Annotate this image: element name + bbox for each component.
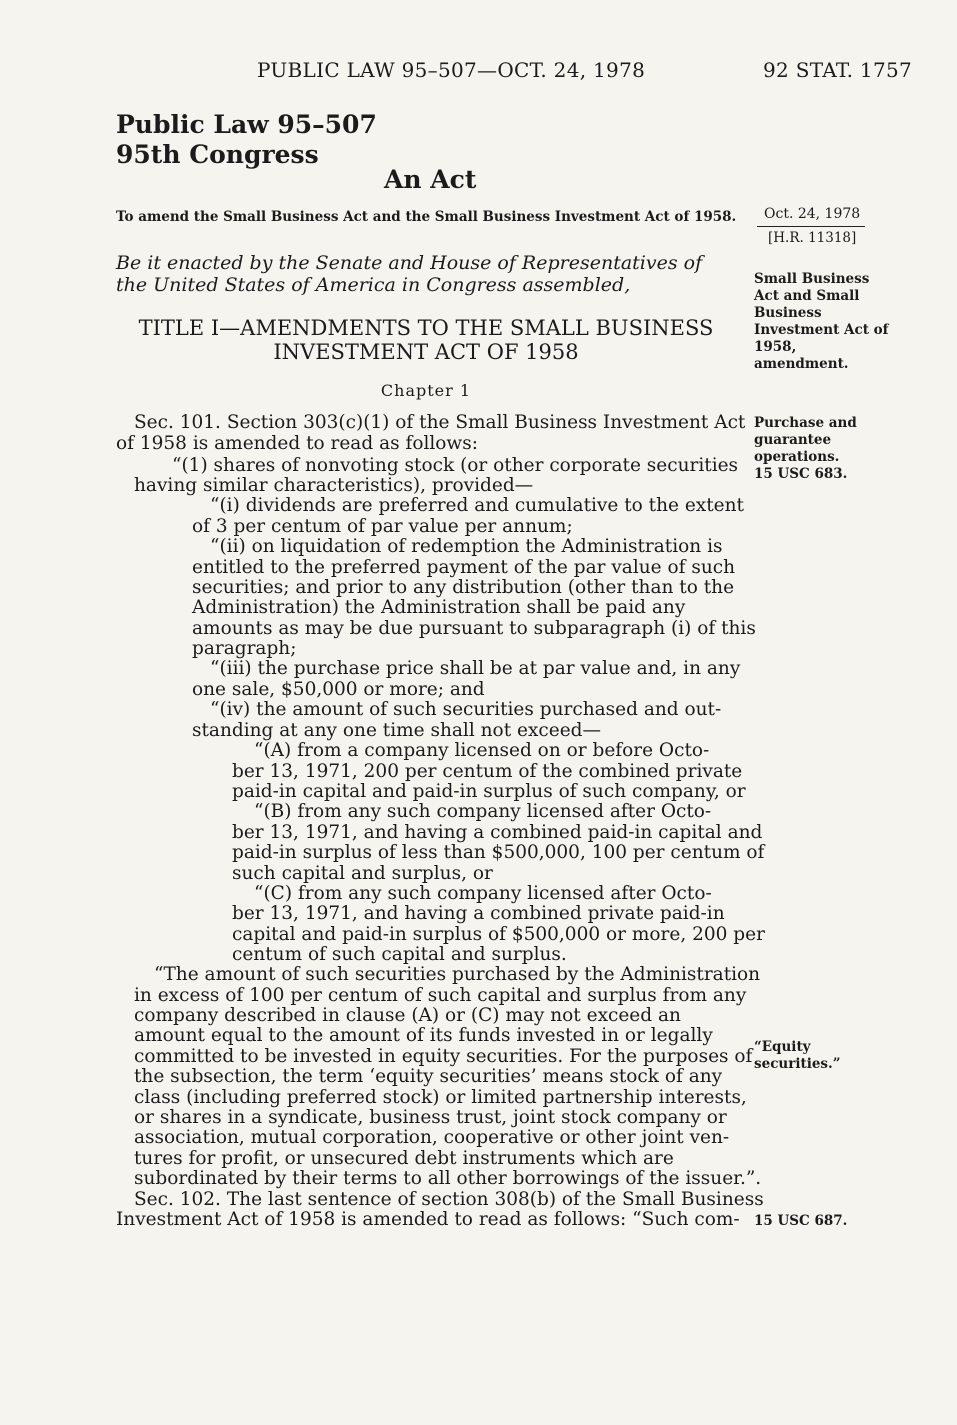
body-line: subordinated by their terms to all other borrowings of the issuer.”. bbox=[134, 1168, 762, 1189]
running-header: PUBLIC LAW 95–507—OCT. 24, 1978 bbox=[257, 58, 646, 82]
body-line: “(C) from any such company licensed after Octo- bbox=[254, 883, 712, 904]
margin-date: Oct. 24, 1978 bbox=[764, 206, 861, 222]
body-line: standing at any one time shall not exceed— bbox=[192, 720, 601, 741]
body-line: tures for profit, or unsecured debt instruments which are bbox=[134, 1148, 674, 1169]
margin-note-purchase bbox=[754, 415, 857, 483]
body-line: “(ii) on liquidation of redemption the Administration is bbox=[210, 536, 723, 557]
body-line: Administration) the Administration shall be paid any bbox=[192, 597, 686, 618]
act-heading: An Act bbox=[384, 165, 477, 194]
body-line: of 1958 is amended to read as follows: bbox=[116, 433, 478, 454]
chapter-heading: Chapter 1 bbox=[380, 381, 472, 400]
body-line: one sale, $50,000 or more; and bbox=[192, 679, 485, 700]
act-purpose: To amend the Small Business Act and the Small Business Investment Act of 1958. bbox=[116, 209, 737, 225]
body-line: in excess of 100 per centum of such capital and surplus from any bbox=[134, 985, 747, 1006]
enacting-clause: Be it enacted by the Senate and House of Representatives of the United States of America in Congress assembled, bbox=[116, 252, 703, 296]
body-line: amounts as may be due pursuant to subparagraph (i) of this bbox=[192, 618, 756, 639]
body-line: “(i) dividends are preferred and cumulative to the extent bbox=[210, 495, 744, 516]
body-line: company described in clause (A) or (C) may not exceed an bbox=[134, 1005, 681, 1026]
body-line: ber 13, 1971, and having a combined paid-in capital and bbox=[232, 822, 763, 843]
margin-note-line: amendment. bbox=[754, 356, 849, 372]
margin-bill-number: [H.R. 11318] bbox=[768, 230, 857, 246]
stat-reference: 92 STAT. 1757 bbox=[763, 58, 913, 82]
body-line: paid-in capital and paid-in surplus of such company, or bbox=[232, 781, 746, 802]
body-line: entitled to the preferred payment of the par value of such bbox=[192, 557, 736, 578]
law-number: Public Law 95–507 bbox=[116, 110, 377, 139]
body-line: the subsection, the term ‘equity securities’ means stock of any bbox=[134, 1066, 723, 1087]
margin-note-line: securities.” bbox=[754, 1056, 841, 1072]
margin-rule bbox=[757, 226, 865, 227]
body-line: Investment Act of 1958 is amended to read as follows: “Such com- bbox=[116, 1209, 740, 1230]
body-line: “(iv) the amount of such securities purchased and out- bbox=[210, 699, 722, 720]
body-line: ber 13, 1971, 200 per centum of the combined private bbox=[232, 761, 743, 782]
margin-note-line: Purchase and bbox=[754, 415, 857, 431]
margin-note-line: 1958, bbox=[754, 339, 797, 355]
body-line: ber 13, 1971, and having a combined private paid-in bbox=[232, 903, 725, 924]
body-line: capital and paid-in surplus of $500,000 or more, 200 per bbox=[232, 924, 765, 945]
body-line: “The amount of such securities purchased by the Administration bbox=[154, 964, 761, 985]
margin-note-line: 15 USC 683. bbox=[754, 466, 848, 482]
margin-note-line: Business bbox=[754, 305, 822, 321]
margin-note-usc687: 15 USC 687. bbox=[754, 1213, 848, 1229]
body-line: amount equal to the amount of its funds invested in or legally bbox=[134, 1025, 713, 1046]
body-line: such capital and surplus, or bbox=[232, 863, 493, 884]
body-line: paid-in surplus of less than $500,000, 100 per centum of bbox=[232, 842, 765, 863]
body-line: Sec. 102. The last sentence of section 308(b) of the Small Business bbox=[134, 1189, 764, 1210]
body-line: class (including preferred stock) or limited partnership interests, bbox=[134, 1087, 747, 1108]
body-line: securities; and prior to any distribution (other than to the bbox=[192, 577, 735, 598]
body-line: or shares in a syndicate, business trust, joint stock company or bbox=[134, 1107, 727, 1128]
body-line: “(1) shares of nonvoting stock (or other corporate securities bbox=[172, 455, 739, 476]
congress-number: 95th Congress bbox=[116, 140, 319, 169]
title-heading-line: INVESTMENT ACT OF 1958 bbox=[273, 340, 579, 364]
margin-note-equity bbox=[754, 1039, 840, 1073]
body-line: “(A) from a company licensed on or before Octo- bbox=[254, 740, 710, 761]
body-line: association, mutual corporation, cooperative or other joint ven- bbox=[134, 1127, 730, 1148]
margin-note-line: “Equity bbox=[754, 1039, 811, 1055]
margin-note-line: Investment Act of bbox=[754, 322, 889, 338]
body-line: centum of such capital and surplus. bbox=[232, 944, 567, 965]
title-heading bbox=[106, 316, 746, 364]
margin-note-small-business bbox=[754, 271, 888, 373]
margin-note-line: guarantee bbox=[754, 432, 832, 448]
body-line: “(B) from any such company licensed after Octo- bbox=[254, 801, 712, 822]
margin-note-line: Act and Small bbox=[754, 288, 860, 304]
body-line: “(iii) the purchase price shall be at par value and, in any bbox=[210, 658, 741, 679]
margin-note-line: Small Business bbox=[754, 271, 870, 287]
body-line bbox=[134, 412, 746, 434]
body-line: of 3 per centum of par value per annum; bbox=[192, 516, 573, 537]
margin-note-line: operations. bbox=[754, 449, 840, 465]
body-text: Sec. 101. Section 303(c)(1) of the Small Business Investment Act bbox=[134, 412, 746, 433]
title-heading-line: TITLE I—AMENDMENTS TO THE SMALL BUSINESS bbox=[138, 316, 714, 340]
body-line: paragraph; bbox=[192, 638, 297, 659]
body-line: having similar characteristics), provided— bbox=[134, 475, 534, 496]
body-line: committed to be invested in equity securities. For the purposes of bbox=[134, 1046, 753, 1067]
